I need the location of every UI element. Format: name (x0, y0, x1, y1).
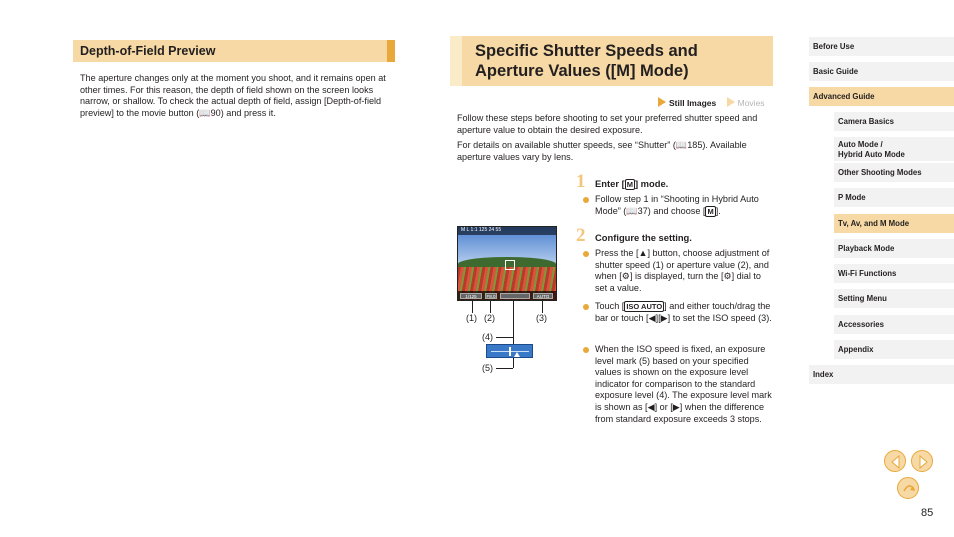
leader-line-3 (542, 301, 543, 313)
sidebar-item-advanced-guide[interactable]: Advanced Guide (809, 87, 954, 106)
page-number: 85 (921, 507, 934, 519)
standard-exposure-mark (509, 347, 511, 356)
page-title-box (450, 36, 773, 86)
left-arrow-icon: ◀ (648, 312, 656, 323)
sidebar-item-index[interactable]: Index (809, 365, 954, 384)
book-icon: 📖 (675, 140, 688, 151)
step1-heading: Enter [ M ] mode. (595, 178, 669, 189)
return-button[interactable] (897, 477, 919, 499)
leader-line-1 (472, 301, 473, 313)
intro-text: Follow these steps before shooting to set your preferred shutter speed and aperture value to obtain the desired exposure. For details on available shutter speeds, see “Shutter” (📖185). Available aperture values vary by lens. (457, 113, 758, 162)
return-icon (898, 478, 920, 500)
callout-4: (4) (482, 332, 493, 342)
iso-auto-icon: ISO AUTO (626, 302, 663, 311)
iso-cell[interactable]: AUTO (533, 293, 553, 299)
step2-heading: Configure the setting. (595, 232, 692, 243)
sidebar-item-appendix[interactable]: Appendix (834, 340, 954, 359)
step-number-2: 2 (576, 225, 586, 246)
page-ref-link[interactable]: 37 (637, 205, 648, 216)
arrow-right-icon (912, 451, 934, 473)
sidebar-item-basic-guide[interactable]: Basic Guide (809, 62, 954, 81)
left-arrow-icon: ◀ (647, 401, 655, 412)
step2-bullet-1: Press the [▲] button, choose adjustment of shutter speed (1) or aperture value (2), and when [⚙] is displayed, turn the [⚙] dial to set a value. (583, 248, 773, 294)
right-arrow-icon: ▶ (672, 401, 680, 412)
sidebar-item-tv-av-m-mode[interactable]: Tv, Av, and M Mode (834, 214, 954, 233)
movies-label: Movies (737, 98, 765, 108)
next-page-button[interactable] (911, 450, 933, 472)
callout-2: (2) (484, 313, 495, 323)
exposure-indicator-cell (500, 293, 530, 299)
page-title: Specific Shutter Speeds and Aperture Values ([M] Mode) (475, 42, 698, 80)
page-ref-link[interactable]: 90 (210, 107, 221, 118)
exposure-level-mark-icon (514, 352, 520, 357)
mode-indicator (658, 97, 765, 108)
leader-line-5b (513, 358, 514, 368)
arrow-left-icon (885, 451, 907, 473)
sidebar-item-before-use[interactable]: Before Use (809, 37, 954, 56)
dof-body-text: The aperture changes only at the moment you shoot, and it remains open at other times. For this reason, the depth of field shown on the screen looks narrow, or shallow. To check the actual depth of field, assign [Depth-of-field preview] to the movie button (📖90) and press it. (80, 73, 386, 118)
screen-bottom-bar (458, 291, 556, 300)
leader-line-5 (496, 368, 513, 369)
step2-bullet-3: When the ISO speed is fixed, an exposure level mark (5) based on your specified values is shown on the exposure level indicator for comparison to the standard exposure level (4). The exposure level mark is shown as [◀] or [▶] when the difference from standard exposure exceeds 3 stops. (583, 344, 773, 425)
sidebar-item-playback-mode[interactable]: Playback Mode (834, 239, 954, 258)
af-frame (505, 260, 515, 270)
callout-5: (5) (482, 363, 493, 373)
sidebar-item-accessories[interactable]: Accessories (834, 315, 954, 334)
screen-top-bar (458, 227, 556, 235)
up-arrow-icon: ▲ (638, 248, 648, 258)
previous-page-button[interactable] (884, 450, 906, 472)
sidebar-item-setting-menu[interactable]: Setting Menu (834, 289, 954, 308)
callout-3: (3) (536, 313, 547, 323)
m-mode-icon: M (707, 206, 714, 216)
dial-icon: ⚙ (723, 271, 732, 282)
movies-triangle-icon (727, 97, 735, 107)
sidebar-item-auto-mode[interactable]: Auto Mode / Hybrid Auto Mode (834, 137, 954, 161)
book-icon: 📖 (626, 205, 638, 216)
page-ref-link[interactable]: 185 (687, 140, 703, 151)
sidebar-item-other-shooting-modes[interactable]: Other Shooting Modes (834, 163, 954, 182)
callout-1: (1) (466, 313, 477, 323)
screen-top-readout: M L 1:1 125 24 55 (461, 227, 502, 233)
book-icon: 📖 (199, 107, 211, 118)
section-heading-text: Depth-of-Field Preview (80, 44, 216, 58)
leader-line-meter (513, 301, 514, 344)
sidebar-item-wifi-functions[interactable]: Wi-Fi Functions (834, 264, 954, 283)
leader-line-2 (490, 301, 491, 313)
shutter-speed-cell[interactable]: 1/125 (460, 293, 482, 299)
right-arrow-icon: ▶ (660, 312, 668, 323)
sidebar-item-camera-basics[interactable]: Camera Basics (834, 112, 954, 131)
aperture-cell[interactable]: F8.0 (486, 294, 496, 299)
dial-icon: ⚙ (621, 271, 630, 282)
step2-bullet-2: Touch [ ISO AUTO ] and either touch/drag the bar or touch [◀][▶] to set the ISO speed (3). (583, 301, 773, 324)
leader-line-4 (496, 337, 513, 338)
step-number-1: 1 (576, 171, 586, 192)
section-heading-dof (73, 40, 395, 62)
sidebar-item-p-mode[interactable]: P Mode (834, 188, 954, 207)
m-mode-icon: M (626, 180, 633, 189)
still-images-triangle-icon (658, 97, 666, 107)
step1-bullet: Follow step 1 in “Shooting in Hybrid Auto Mode” (📖37) and choose [ M ]. (583, 194, 773, 217)
camera-screen-figure (457, 226, 557, 301)
still-images-label: Still Images (669, 98, 717, 108)
exposure-level-indicator-enlarged (486, 344, 533, 358)
